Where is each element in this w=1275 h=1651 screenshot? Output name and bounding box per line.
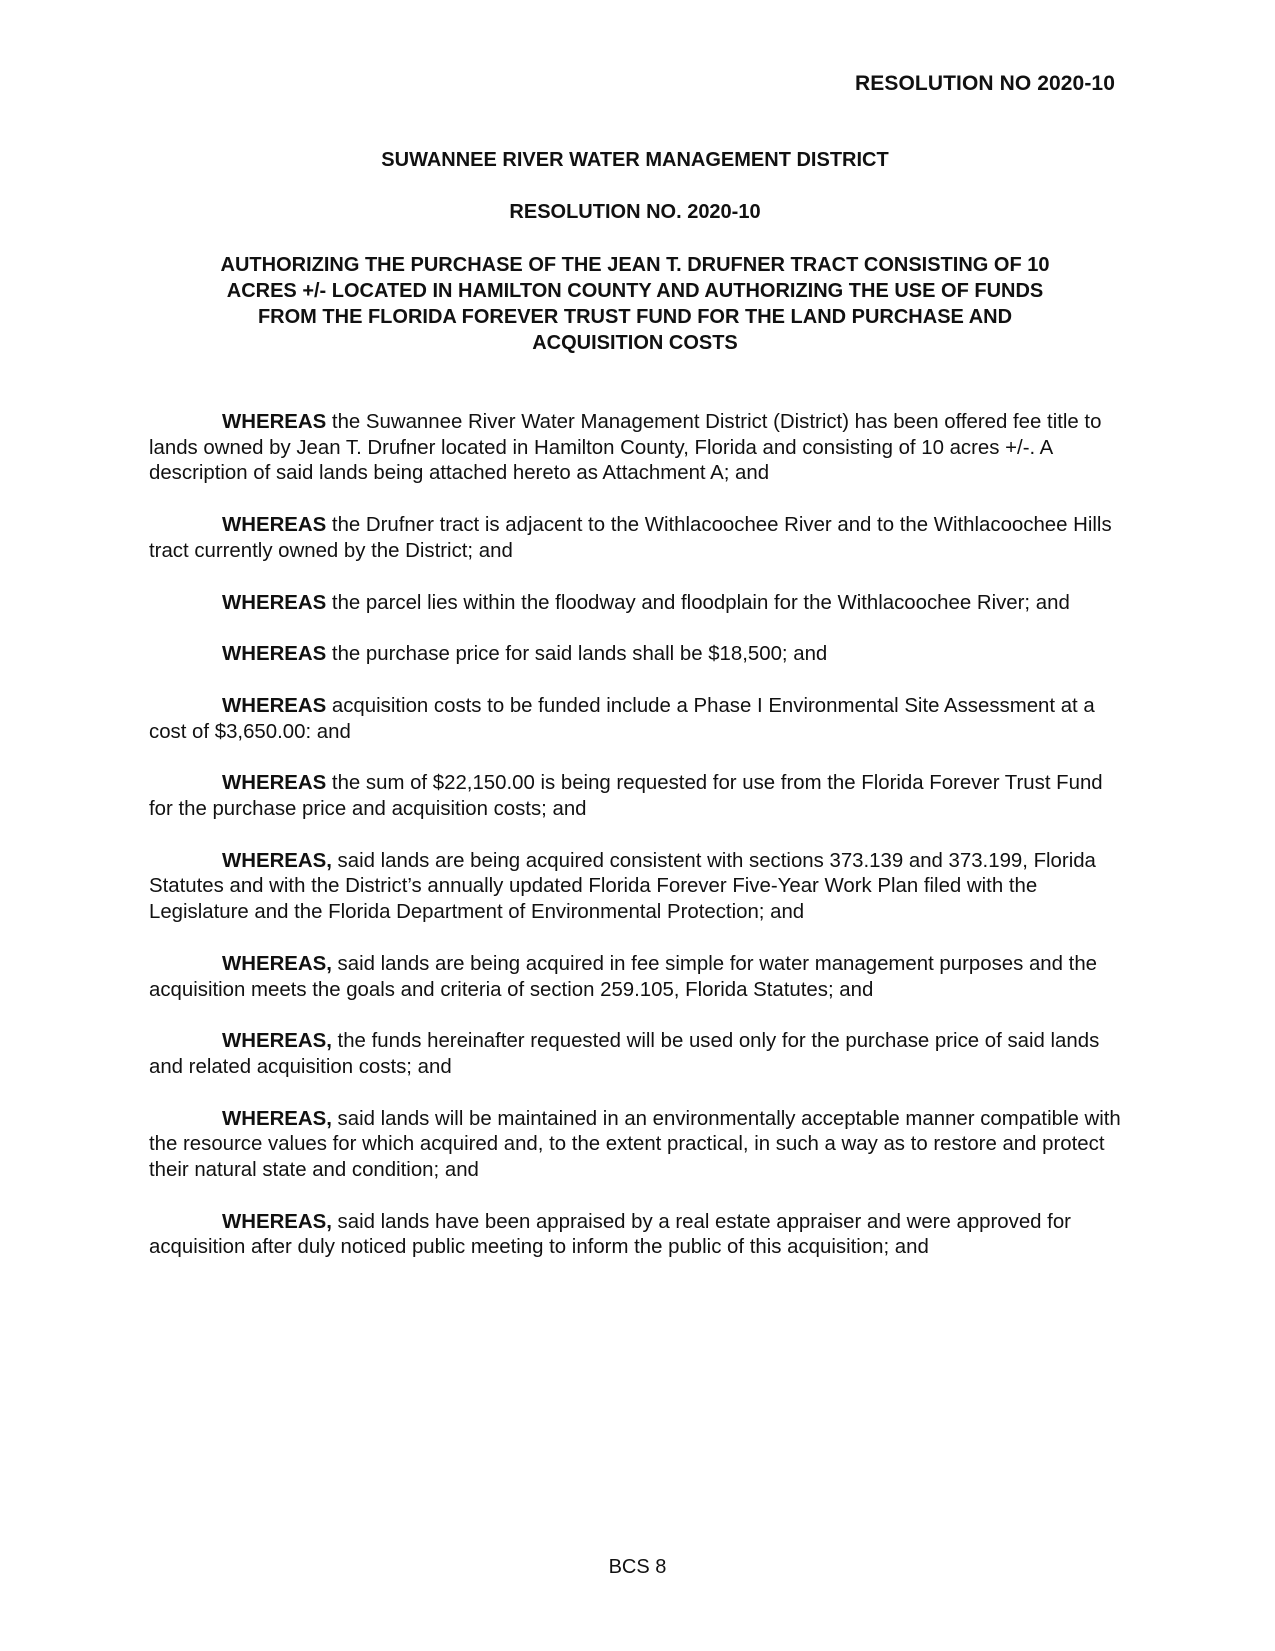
whereas-lead: WHEREAS xyxy=(222,514,327,537)
whereas-text: the Drufner tract is adjacent to the Withlacoochee River and to the Withlacoochee Hills tract currently owned by the District; and xyxy=(149,514,1112,562)
whereas-paragraph xyxy=(149,1107,1129,1184)
whereas-paragraph xyxy=(149,591,1129,617)
whereas-lead: WHEREAS, xyxy=(222,1210,332,1233)
whereas-lead: WHEREAS xyxy=(222,772,327,795)
whereas-text: the sum of $22,150.00 is being requested for use from the Florida Forever Trust Fund for the purchase price and acquisition costs; and xyxy=(149,772,1103,821)
whereas-paragraph xyxy=(149,410,1129,487)
whereas-text: the parcel lies within the floodway and floodplain for the Withlacoochee River; and xyxy=(326,591,1070,614)
subject-line: AUTHORIZING THE PURCHASE OF THE JEAN T. DRUFNER TRACT CONSISTING OF 10 xyxy=(220,254,1050,276)
whereas-lead: WHEREAS, xyxy=(222,1107,332,1130)
whereas-text: said lands are being acquired in fee simple for water management purposes and the acquisition meets the goals and criteria of section 259.105, Florida Statutes; and xyxy=(149,952,1097,1001)
resolution-number: RESOLUTION NO. 2020-10 xyxy=(509,201,761,223)
whereas-text: said lands are being acquired consistent with sections 373.139 and 373.199, Florida Statutes and with the District’s annually updated Florida Forever Five-Year Work Plan filed with the Legislature and the Florida Department of Environmental Protection; and xyxy=(149,849,1096,924)
resolution-body xyxy=(149,410,1129,1287)
whereas-paragraph xyxy=(149,849,1129,926)
resolution-reference-header: RESOLUTION NO 2020-10 xyxy=(854,72,1115,95)
whereas-lead: WHEREAS, xyxy=(222,849,332,872)
whereas-text: the purchase price for said lands shall be $18,500; and xyxy=(326,643,828,666)
whereas-paragraph xyxy=(149,1210,1129,1261)
subject-line: ACQUISITION COSTS xyxy=(532,332,738,354)
subject-line: ACRES +/- LOCATED IN HAMILTON COUNTY AND AUTHORIZING THE USE OF FUNDS xyxy=(226,280,1044,302)
whereas-paragraph xyxy=(149,694,1129,745)
whereas-text: acquisition costs to be funded include a Phase I Environmental Site Assessment at a cost of $3,650.00: and xyxy=(149,694,1095,743)
whereas-paragraph xyxy=(149,771,1129,822)
page-footer-label: BCS 8 xyxy=(608,1556,667,1578)
whereas-paragraph xyxy=(149,952,1129,1003)
whereas-text: the funds hereinafter requested will be used only for the purchase price of said lands and related acquisition costs; and xyxy=(149,1030,1100,1078)
subject-line: FROM THE FLORIDA FOREVER TRUST FUND FOR THE LAND PURCHASE AND xyxy=(257,306,1013,328)
whereas-paragraph xyxy=(149,513,1129,564)
whereas-lead: WHEREAS, xyxy=(222,1030,332,1053)
whereas-lead: WHEREAS xyxy=(222,591,327,614)
whereas-lead: WHEREAS xyxy=(222,411,327,433)
whereas-text: said lands have been appraised by a real estate appraiser and were approved for acquisition after duly noticed public meeting to inform the public of this acquisition; and xyxy=(149,1210,1071,1259)
whereas-lead: WHEREAS, xyxy=(222,952,332,975)
resolution-subject xyxy=(150,252,1120,356)
whereas-paragraph xyxy=(149,1029,1129,1080)
whereas-lead: WHEREAS xyxy=(222,694,327,717)
whereas-lead: WHEREAS xyxy=(222,643,327,666)
whereas-paragraph xyxy=(149,642,1129,668)
whereas-text: said lands will be maintained in an environmentally acceptable manner compatible with the resource values for which acquired and, to the extent practical, in such a way as to restore and protect their natural state and condition; and xyxy=(149,1107,1121,1182)
district-name: SUWANNEE RIVER WATER MANAGEMENT DISTRICT xyxy=(381,149,889,171)
whereas-text: the Suwannee River Water Management District (District) has been offered fee title to lands owned by Jean T. Drufner located in Hamilton County, Florida and consisting of 10 acres +/-. A description of said lands being attached hereto as Attachment A; and xyxy=(149,411,1102,485)
